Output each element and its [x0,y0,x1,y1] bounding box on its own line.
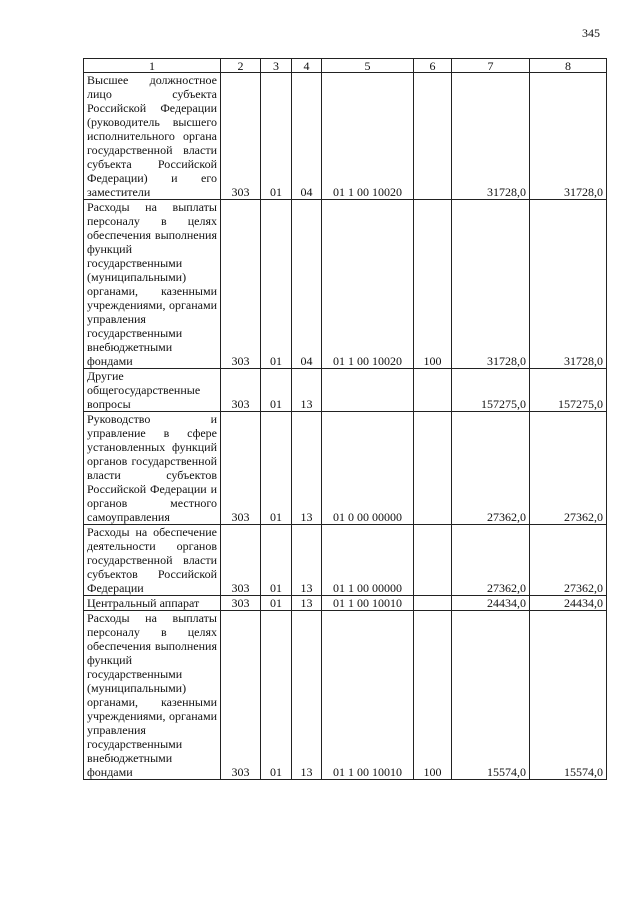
column-header: 4 [292,59,322,73]
cell-admin-code: 303 [221,369,261,412]
row-name: Расходы на выплаты персоналу в целях обеспечения выполнения функций государственными (муниципальными) органами, казенными учреждениями, органами управления государственными внебюджетными фондами [84,200,221,369]
cell-amount-1: 31728,0 [452,200,530,369]
cell-subsection: 13 [292,369,322,412]
row-name: Центральный аппарат [84,596,221,611]
cell-amount-1: 157275,0 [452,369,530,412]
cell-subsection: 13 [292,525,322,596]
header-row [84,59,607,73]
cell-expense-type [414,412,452,525]
row-name: Расходы на выплаты персоналу в целях обеспечения выполнения функций государственными (муниципальными) органами, казенными учреждениями, органами управления государственными внебюджетными фондами [84,611,221,780]
row-name: Расходы на обеспечение деятельности органов государственной власти субъектов Российской Федерации [84,525,221,596]
cell-target-article: 01 1 00 00000 [322,525,414,596]
cell-section: 01 [261,611,292,780]
cell-amount-1: 24434,0 [452,596,530,611]
cell-target-article: 01 0 00 00000 [322,412,414,525]
cell-amount-2: 24434,0 [530,596,607,611]
cell-amount-2: 157275,0 [530,369,607,412]
table-row [84,73,607,200]
cell-section: 01 [261,200,292,369]
cell-subsection: 04 [292,200,322,369]
table-row [84,611,607,780]
row-name: Высшее должностное лицо субъекта Российской Федерации (руководитель высшего исполнительного органа государственной власти субъекта Российской Федерации) и его заместители [84,73,221,200]
cell-admin-code: 303 [221,596,261,611]
column-header: 6 [414,59,452,73]
table-row [84,525,607,596]
cell-subsection: 13 [292,412,322,525]
cell-amount-2: 15574,0 [530,611,607,780]
column-header: 5 [322,59,414,73]
cell-section: 01 [261,369,292,412]
cell-target-article: 01 1 00 10020 [322,73,414,200]
cell-section: 01 [261,412,292,525]
cell-target-article: 01 1 00 10020 [322,200,414,369]
cell-amount-1: 15574,0 [452,611,530,780]
table-row [84,412,607,525]
table-row [84,596,607,611]
cell-section: 01 [261,596,292,611]
cell-subsection: 13 [292,596,322,611]
column-header: 8 [530,59,607,73]
page-number: 345 [582,26,600,40]
row-name: Руководство и управление в сфере установленных функций органов государственной власти субъектов Российской Федерации и органов местного самоуправления [84,412,221,525]
table-row [84,369,607,412]
cell-admin-code: 303 [221,200,261,369]
row-name: Другие общегосударственные вопросы [84,369,221,412]
cell-amount-1: 27362,0 [452,412,530,525]
cell-target-article: 01 1 00 10010 [322,611,414,780]
column-header: 1 [84,59,221,73]
column-header: 3 [261,59,292,73]
cell-section: 01 [261,525,292,596]
cell-amount-2: 31728,0 [530,200,607,369]
cell-subsection: 13 [292,611,322,780]
cell-admin-code: 303 [221,73,261,200]
cell-amount-2: 31728,0 [530,73,607,200]
cell-expense-type: 100 [414,200,452,369]
cell-expense-type: 100 [414,611,452,780]
cell-admin-code: 303 [221,412,261,525]
cell-expense-type [414,369,452,412]
cell-target-article: 01 1 00 10010 [322,596,414,611]
cell-amount-1: 31728,0 [452,73,530,200]
cell-subsection: 04 [292,73,322,200]
table-row [84,200,607,369]
cell-admin-code: 303 [221,525,261,596]
column-header: 2 [221,59,261,73]
cell-expense-type [414,525,452,596]
budget-table [83,58,607,780]
cell-amount-1: 27362,0 [452,525,530,596]
cell-admin-code: 303 [221,611,261,780]
cell-amount-2: 27362,0 [530,412,607,525]
cell-expense-type [414,73,452,200]
cell-amount-2: 27362,0 [530,525,607,596]
cell-target-article [322,369,414,412]
cell-section: 01 [261,73,292,200]
cell-expense-type [414,596,452,611]
column-header: 7 [452,59,530,73]
